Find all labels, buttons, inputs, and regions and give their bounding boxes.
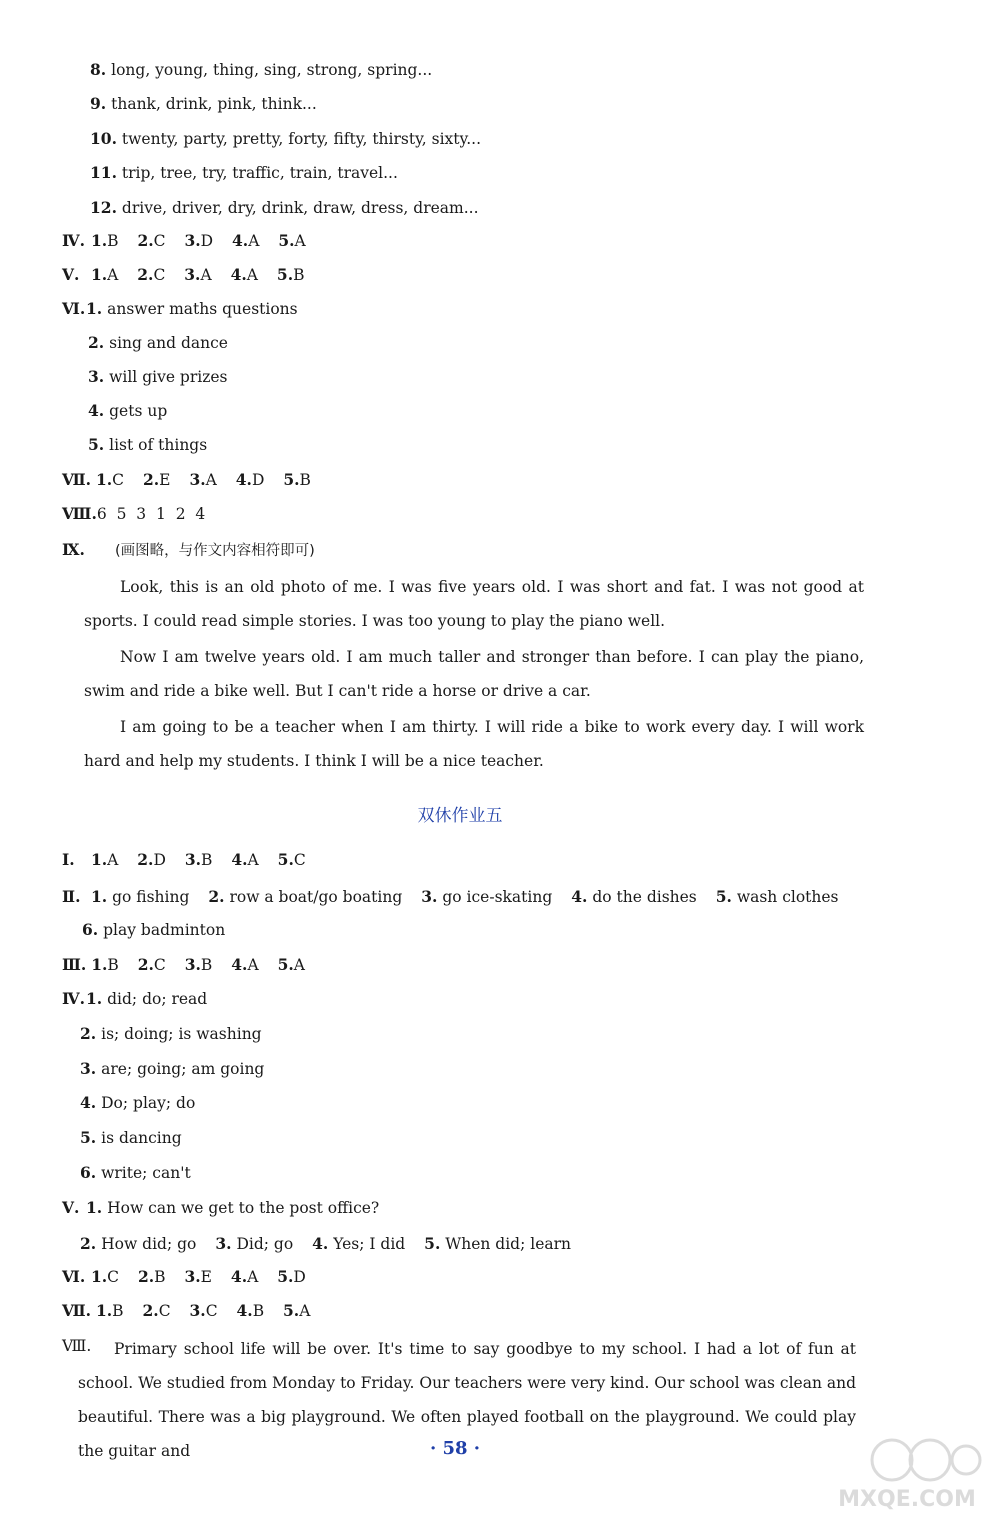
s2-iii-answers: Ⅲ. 1.B 2.C 3.B 4.A 5.A	[62, 955, 305, 974]
page-number: · 58 ·	[429, 1438, 481, 1459]
watermark-logo-icon	[832, 1426, 982, 1514]
s2-iv-item-1: Ⅳ.1. did; do; read	[62, 989, 208, 1008]
list-item-9: 9. thank, drink, pink, think...	[90, 94, 317, 113]
section-title: 双休作业五	[417, 806, 503, 826]
ix-paragraph-2: Now I am twelve years old. I am much taller and stronger than before. I can play the piano, swim and ride a bike well. But I can't ride a horse or drive a car.	[84, 648, 864, 700]
s2-viii-paragraph: Primary school life will be over. It's time to say goodbye to my school. I had a lot of fun at school. We studied from Monday to Friday. Our teachers were very kind. Our school was clean and beautiful. There was a big playground. We often played football on the playground. We could play the guitar and	[78, 1340, 856, 1460]
s2-i-answers: Ⅰ. 1.A 2.D 3.B 4.A 5.C	[62, 850, 306, 869]
ix-note: (画图略，与作文内容相符即可)	[114, 543, 315, 559]
list-item-8: 8. long, young, thing, sing, strong, spring...	[90, 60, 433, 79]
s2-viii-roman: Ⅷ.	[62, 1337, 92, 1355]
part1-vi-item-2: 2. sing and dance	[88, 333, 228, 352]
s2-iv-item-5: 5. is dancing	[80, 1128, 182, 1147]
part1-vii-answers: Ⅶ. 1.C 2.E 3.A 4.D 5.B	[62, 470, 311, 489]
watermark-text: MXQE.COM	[838, 1487, 976, 1512]
list-item-11: 11. trip, tree, try, traffic, train, travel...	[90, 163, 398, 182]
part1-vi-item-5: 5. list of things	[88, 435, 208, 454]
s2-ii-line-1: Ⅱ. 1. go fishing 2. row a boat/go boating 3. go ice-skating 4. do the dishes 5. wash clothes	[62, 887, 839, 906]
s2-iv-item-6: 6. write; can't	[80, 1163, 191, 1182]
s2-v-line-2: 2. How did; go 3. Did; go 4. Yes; I did 5. When did; learn	[80, 1234, 572, 1253]
part1-v-answers: Ⅴ. 1.A 2.C 3.A 4.A 5.B	[62, 265, 305, 284]
s2-vii-answers: Ⅶ. 1.B 2.C 3.C 4.B 5.A	[62, 1301, 311, 1320]
ix-paragraph-3: I am going to be a teacher when I am thirty. I will ride a bike to work every day. I will work hard and help my students. I think I will be a nice teacher.	[84, 718, 864, 770]
list-item-12: 12. drive, driver, dry, drink, draw, dress, dream...	[90, 198, 479, 217]
s2-v-line-1: Ⅴ. 1. How can we get to the post office?	[62, 1198, 380, 1217]
part1-vi-item-4: 4. gets up	[88, 401, 168, 420]
part1-viii-sequence: Ⅷ.6 5 3 1 2 4	[62, 504, 206, 523]
list-item-10: 10. twenty, party, pretty, forty, fifty, thirsty, sixty...	[90, 129, 481, 148]
s2-iv-item-4: 4. Do; play; do	[80, 1093, 196, 1112]
part1-vi-item-1: Ⅵ.1. answer maths questions	[62, 299, 298, 318]
part1-ix-header: Ⅸ. (画图略，与作文内容相符即可)	[62, 540, 315, 559]
s2-iv-item-2: 2. is; doing; is washing	[80, 1024, 262, 1043]
ix-paragraph-1: Look, this is an old photo of me. I was five years old. I was short and fat. I was not good at sports. I could read simple stories. I was too young to play the piano well.	[84, 578, 864, 630]
s2-vi-answers: Ⅵ. 1.C 2.B 3.E 4.A 5.D	[62, 1267, 306, 1286]
s2-ii-line-2: 6. play badminton	[82, 920, 226, 939]
part1-vi-item-3: 3. will give prizes	[88, 367, 228, 386]
part1-iv-answers: Ⅳ. 1.B 2.C 3.D 4.A 5.A	[62, 231, 306, 250]
s2-iv-item-3: 3. are; going; am going	[80, 1059, 265, 1078]
